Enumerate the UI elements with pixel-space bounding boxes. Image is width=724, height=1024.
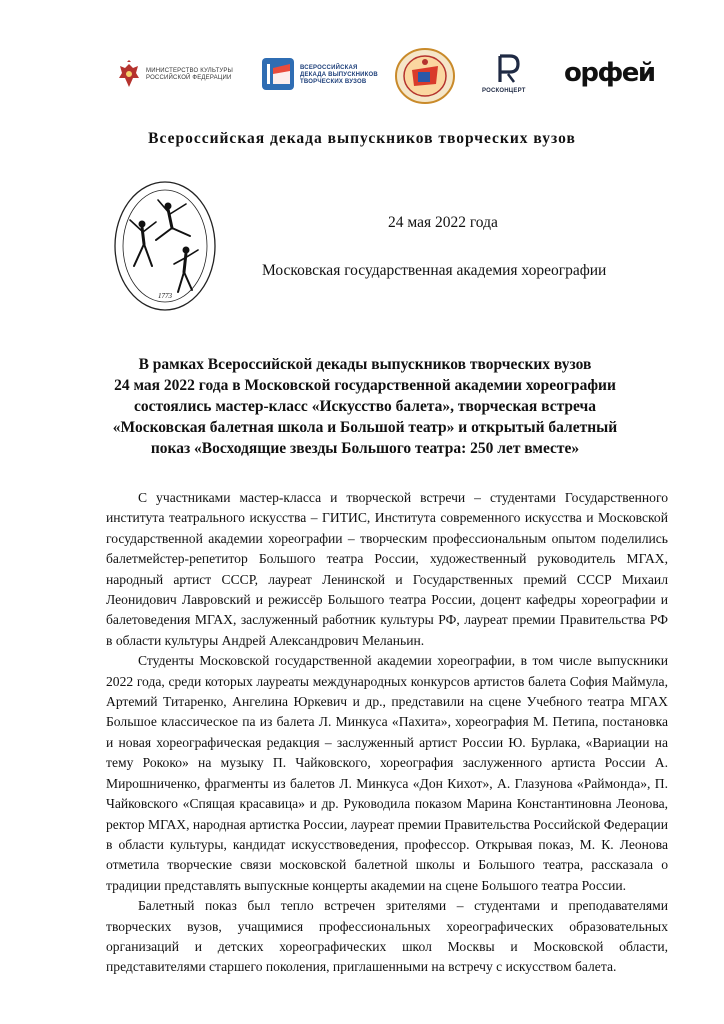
decade-logo-line1: ВСЕРОССИЙСКАЯ bbox=[300, 65, 358, 71]
article-body bbox=[106, 488, 668, 978]
decade-logo-text bbox=[300, 65, 378, 86]
rosconcert-icon bbox=[478, 52, 538, 86]
title-line: состоялись мастер-класс «Искусство балета», творческая встреча bbox=[133, 398, 596, 415]
page-heading: Всероссийская декада выпускников творческих вузов bbox=[148, 130, 576, 147]
rosconcert-logo bbox=[478, 52, 538, 100]
title-line: показ «Восходящие звезды Большого театра: 250 лет вместе» bbox=[150, 440, 580, 457]
body-paragraph: Студенты Московской государственной академии хореографии, в том числе выпускники 2022 года, среди которых лауреаты международных конкурсов артистов балета София Маймула, Артемий Титаренко, Ангелина Юркевич и др., представили на сцене Учебного театра МГАХ Большое классическое па из балета Л. Минкуса «Пахита», хореография М. Петипа, постановка и новая хореографическая редакция – заслуженный артист России Ю. Бурлака, «Вариации на тему Рококо» на музыку П. Чайковского, хореография заслуженного артиста России А. Мирошниченко, фрагменты из балетов Л. Минкуса «Дон Кихот», А. Глазунова «Раймонда», П. Чайковского «Спящая красавица» и др. Руководила показом Марина Константиновна Леонова, ректор МГАХ, народная артистка России, лауреат премии Правительства Российской Федерации в области культуры, кандидат искусствоведения, профессор. Открывая показ, М. К. Леонова отметила творческие связи московской балетной школы и Большого театра, рассказала о традиции представлять выпускные концерты академии на сцене Большого театра России. bbox=[106, 653, 668, 893]
orfey-logo bbox=[564, 56, 655, 90]
event-venue: Московская государственная академия хореографии bbox=[262, 262, 607, 279]
ministry-logo-text: МИНИСТЕРСТВО КУЛЬТУРЫ РОССИЙСКОЙ ФЕДЕРАЦИИ bbox=[146, 68, 234, 81]
press-release-title bbox=[90, 354, 640, 459]
partner-logos bbox=[0, 48, 724, 108]
academy-color-emblem-icon bbox=[394, 48, 456, 104]
event-date: 24 мая 2022 года bbox=[388, 214, 498, 231]
title-line: «Московская балетная школа и Большой театр» и открытый балетный bbox=[112, 419, 618, 436]
coat-of-arms-icon bbox=[116, 60, 142, 90]
body-paragraph: Балетный показ был тепло встречен зрителями – студентами и преподавателями творческих вузов, учащимися профессиональных хореографических образовательных организаций и детских хореографических школ Москвы и Московской области, представителями старшего поколения, приглашенными на встречу с искусством балета. bbox=[106, 898, 668, 975]
title-line: 24 мая 2022 года в Московской государственной академии хореографии bbox=[114, 377, 616, 394]
body-paragraph: С участниками мастер-класса и творческой встречи – студентами Государственного института театрального искусства – ГИТИС, Института современного искусства и Московской государственной академии хореографии – творческим профессиональным опытом поделились балетмейстер-репетитор Большого театра России, художественный руководитель МГАХ, народный артист СССР, лауреат Ленинской и Государственных премий СССР Михаил Леонидович Лавровский и режиссёр Большого театра России, доцент кафедры хореографии и балетоведения МГАХ, заслуженный работник культуры РФ, лауреат премии Правительства РФ в области культуры Андрей Александрович Меланьин. bbox=[106, 490, 668, 648]
orfey-logo-text: орфей bbox=[564, 58, 655, 88]
decade-logo-line2: ДЕКАДА ВЫПУСКНИКОВ bbox=[300, 72, 378, 78]
decade-emblem-icon bbox=[260, 56, 296, 92]
academy-color-logo bbox=[394, 48, 456, 104]
decade-logo bbox=[260, 56, 380, 92]
emblem-year: 1773 bbox=[158, 292, 172, 300]
ministry-logo bbox=[116, 60, 246, 90]
decade-logo-line3: ТВОРЧЕСКИХ ВУЗОВ bbox=[300, 79, 367, 85]
title-line: В рамках Всероссийской декады выпускников творческих вузов bbox=[138, 356, 592, 373]
academy-emblem bbox=[112, 178, 218, 314]
rosconcert-logo-text: РОСКОНЦЕРТ bbox=[482, 88, 526, 94]
